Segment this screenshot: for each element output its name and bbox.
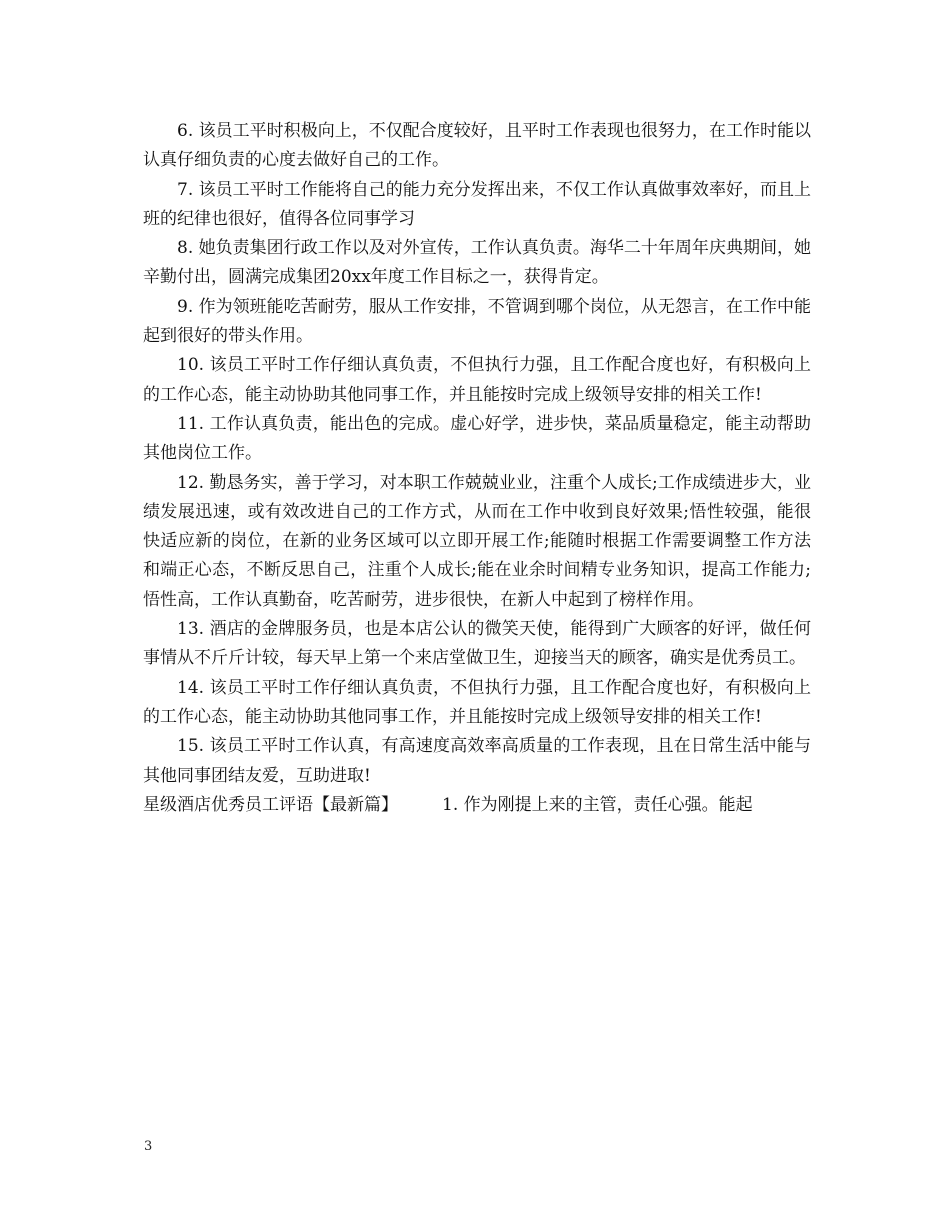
paragraph-7: 7. 该员工平时工作能将自己的能力充分发挥出来，不仅工作认真做事效率好，而且上班的纪律也很好，值得各位同事学习 xyxy=(143,179,811,229)
paragraph-6: 6. 该员工平时积极向上，不仅配合度较好，且平时工作表现也很努力，在工作时能以认真仔细负责的心度去做好自己的工作。 xyxy=(143,121,811,171)
paragraph-9: 9. 作为领班能吃苦耐劳，服从工作安排，不管调到哪个岗位，从无怨言，在工作中能起到很好的带头作用。 xyxy=(143,296,811,347)
page-number: 3 xyxy=(144,1139,153,1154)
paragraph-8: 8. 她负责集团行政工作以及对外宣传，工作认真负责。海华二十年周年庆典期间，她辛勤付出，圆满完成集团20xx年度工作目标之一，获得肯定。 xyxy=(143,238,811,288)
paragraph-10: 10. 该员工平时工作仔细认真负责，不但执行力强，且工作配合度也好，有积极向上的工作心态，能主动协助其他同事工作，并且能按时完成上级领导安排的相关工作! xyxy=(143,355,811,405)
paragraph-15: 15. 该员工平时工作认真，有高速度高效率高质量的工作表现，且在日常生活中能与其他同事团结友爱，互助进取! xyxy=(143,736,811,786)
section-line xyxy=(143,791,811,820)
section-heading: 星级酒店优秀员工评语【最新篇】 xyxy=(143,794,398,815)
paragraph-11: 11. 工作认真负责，能出色的完成。虚心好学，进步快，菜品质量稳定，能主动帮助其他岗位工作。 xyxy=(143,413,811,464)
section-first-item: 1. 作为刚提上来的主管，责任心强。能起 xyxy=(442,794,753,815)
paragraph-13: 13. 酒店的金牌服务员，也是本店公认的微笑天使，能得到广大顾客的好评，做任何事情从不斤斤计较，每天早上第一个来店堂做卫生，迎接当天的顾客，确实是优秀员工。 xyxy=(143,619,811,669)
body-text xyxy=(143,117,811,820)
paragraph-14: 14. 该员工平时工作仔细认真负责，不但执行力强，且工作配合度也好，有积极向上的工作心态，能主动协助其他同事工作，并且能按时完成上级领导安排的相关工作! xyxy=(143,677,811,727)
paragraph-12: 12. 勤恳务实，善于学习，对本职工作兢兢业业，注重个人成长;工作成绩进步大，业绩发展迅速，或有效改进自己的工作方式，从而在工作中收到良好效果;悟性较强，能很快适应新的岗位，在新的业务区域可以立即开展工作;能随时根据工作需要调整工作方法和端正心态，不断反思自己，注重个人成长;能在业余时间精专业务知识，提高工作能力;悟性高，工作认真勤奋，吃苦耐劳，进步很快，在新人中起到了榜样作用。 xyxy=(143,472,811,610)
